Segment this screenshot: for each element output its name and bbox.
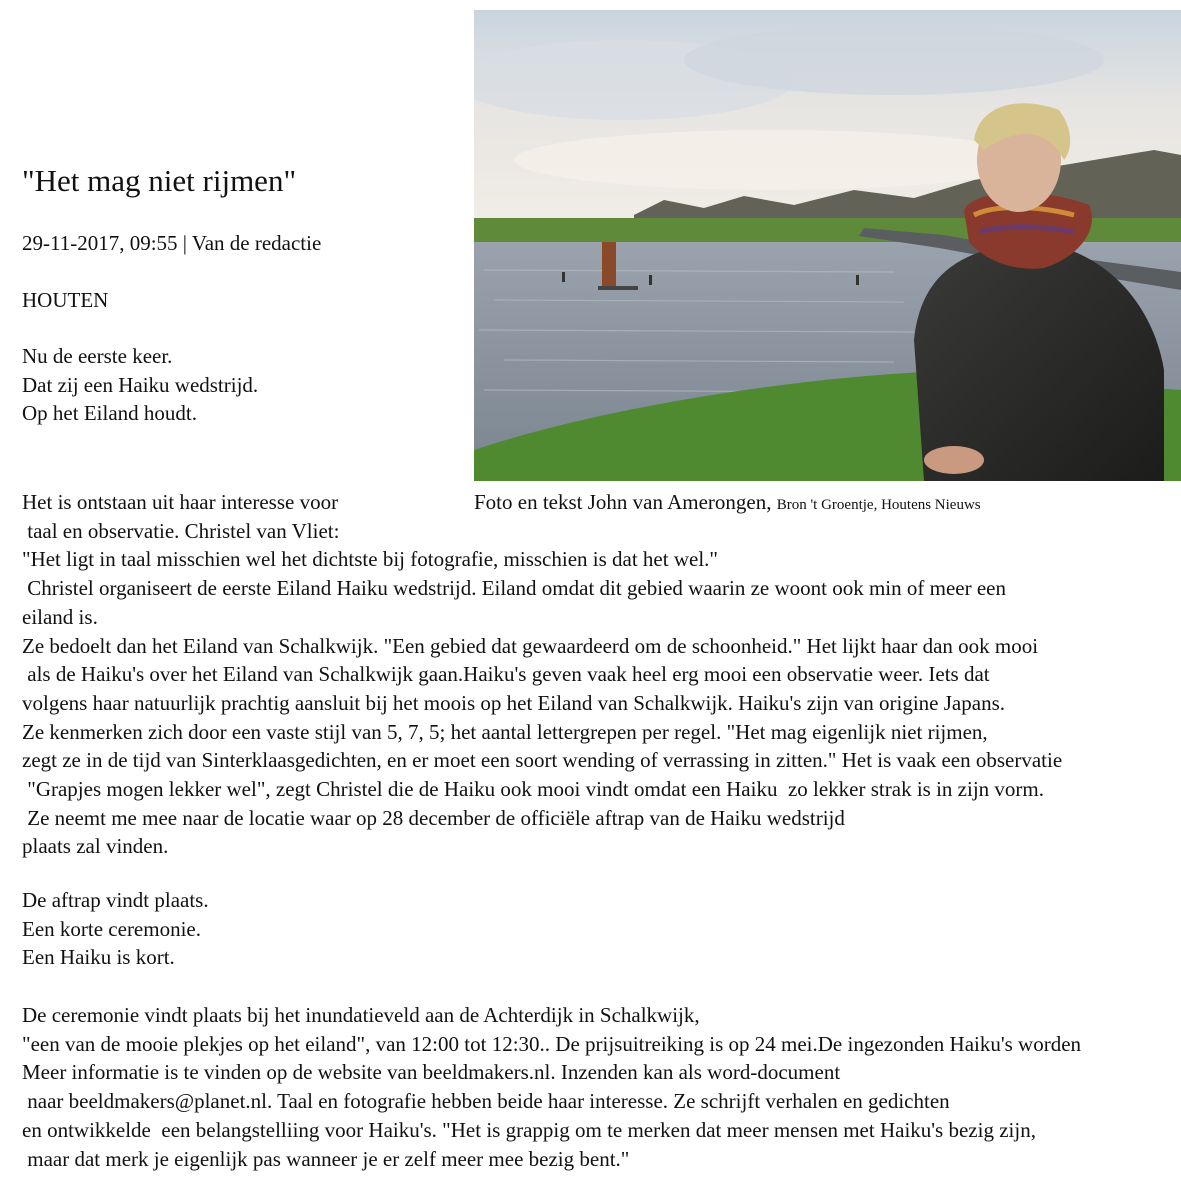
body-line: Ze kenmerken zich door een vaste stijl van 5, 7, 5; het aantal lettergrepen per regel. "Het mag eigenlijk niet rijmen, (22, 719, 988, 744)
body-line: zegt ze in de tijd van Sinterklaasgedichten, en er moet een soort wending of verrassing in zitten." Het is vaak een observatie (22, 748, 1063, 773)
haiku-line: Nu de eerste keer. (22, 344, 173, 368)
body-line: Ze neemt me mee naar de locatie waar op 28 december de officiële aftrap van de Haiku wedstrijd (22, 805, 845, 830)
body-line: naar beeldmakers@planet.nl. Taal en fotografie hebben beide haar interesse. Ze schrijft verhalen en gedichten (22, 1089, 950, 1114)
haiku-line: Op het Eiland houdt. (22, 401, 197, 426)
body-line: "een van de mooie plekjes op het eiland", van 12:00 tot 12:30.. De prijsuitreiking is op 24 mei.De ingezonden Haiku's worden (22, 1031, 1082, 1056)
body-line: eiland is. (22, 604, 98, 629)
body-line: "Grapjes mogen lekker wel", zegt Christel die de Haiku ook mooi vindt omdat een Haiku zo lekker strak is in zijn vorm. (22, 777, 1044, 802)
article-body-part1 (22, 488, 1062, 861)
haiku-line: De aftrap vindt plaats. (22, 888, 209, 912)
body-line: Christel organiseert de eerste Eiland Haiku wedstrijd. Eiland omdat dit gebied waarin ze woont ook min of meer een (22, 576, 1006, 601)
body-line: en ontwikkelde een belangstelliing voor Haiku's. "Het is grappig om te merken dat meer mensen met Haiku's bezig zijn, (22, 1117, 1036, 1142)
article-place: HOUTEN (22, 288, 109, 312)
body-line: De ceremonie vindt plaats bij het inundatieveld aan de Achterdijk in Schalkwijk, (22, 1003, 700, 1027)
haiku-line: Een korte ceremonie. (22, 916, 201, 941)
body-line: maar dat merk je eigenlijk pas wanneer je er zelf meer mee bezig bent." (22, 1146, 630, 1171)
haiku-line: Een Haiku is kort. (22, 945, 175, 970)
haiku-line: Dat zij een Haiku wedstrijd. (22, 372, 259, 397)
body-line: als de Haiku's over het Eiland van Schalkwijk gaan.Haiku's geven vaak heel erg mooi een observatie weer. Iets dat (22, 662, 990, 687)
article-title: "Het mag niet rijmen" (22, 163, 297, 198)
body-line: taal en observatie. Christel van Vliet: (22, 518, 340, 543)
caption-source: Bron 't Groentje, Houtens Nieuws (776, 497, 981, 513)
body-line: volgens haar natuurlijk prachtig aansluit bij het moois op het Eiland van Schalkwijk. Haiku's zijn van origine Japans. (22, 690, 1005, 715)
article-photo (474, 10, 1181, 481)
caption-credit: Foto en tekst John van Amerongen, (474, 490, 777, 514)
article-body-part2 (22, 1001, 1081, 1173)
body-line: Meer informatie is te vinden op de website van beeldmakers.nl. Inzenden kan als word-document (22, 1060, 841, 1085)
body-line: plaats zal vinden. (22, 834, 169, 859)
body-line: Het is ontstaan uit haar interesse voor (22, 490, 339, 514)
haiku-first (22, 342, 258, 428)
body-line: "Het ligt in taal misschien wel het dichtste bij fotografie, misschien is dat het wel." (22, 547, 718, 572)
article-meta: 29-11-2017, 09:55 | Van de redactie (22, 231, 322, 255)
haiku-second (22, 886, 209, 972)
body-line: Ze bedoelt dan het Eiland van Schalkwijk. "Een gebied dat gewaardeerd om de schoonheid." Het lijkt haar dan ook mooi (22, 633, 1039, 658)
